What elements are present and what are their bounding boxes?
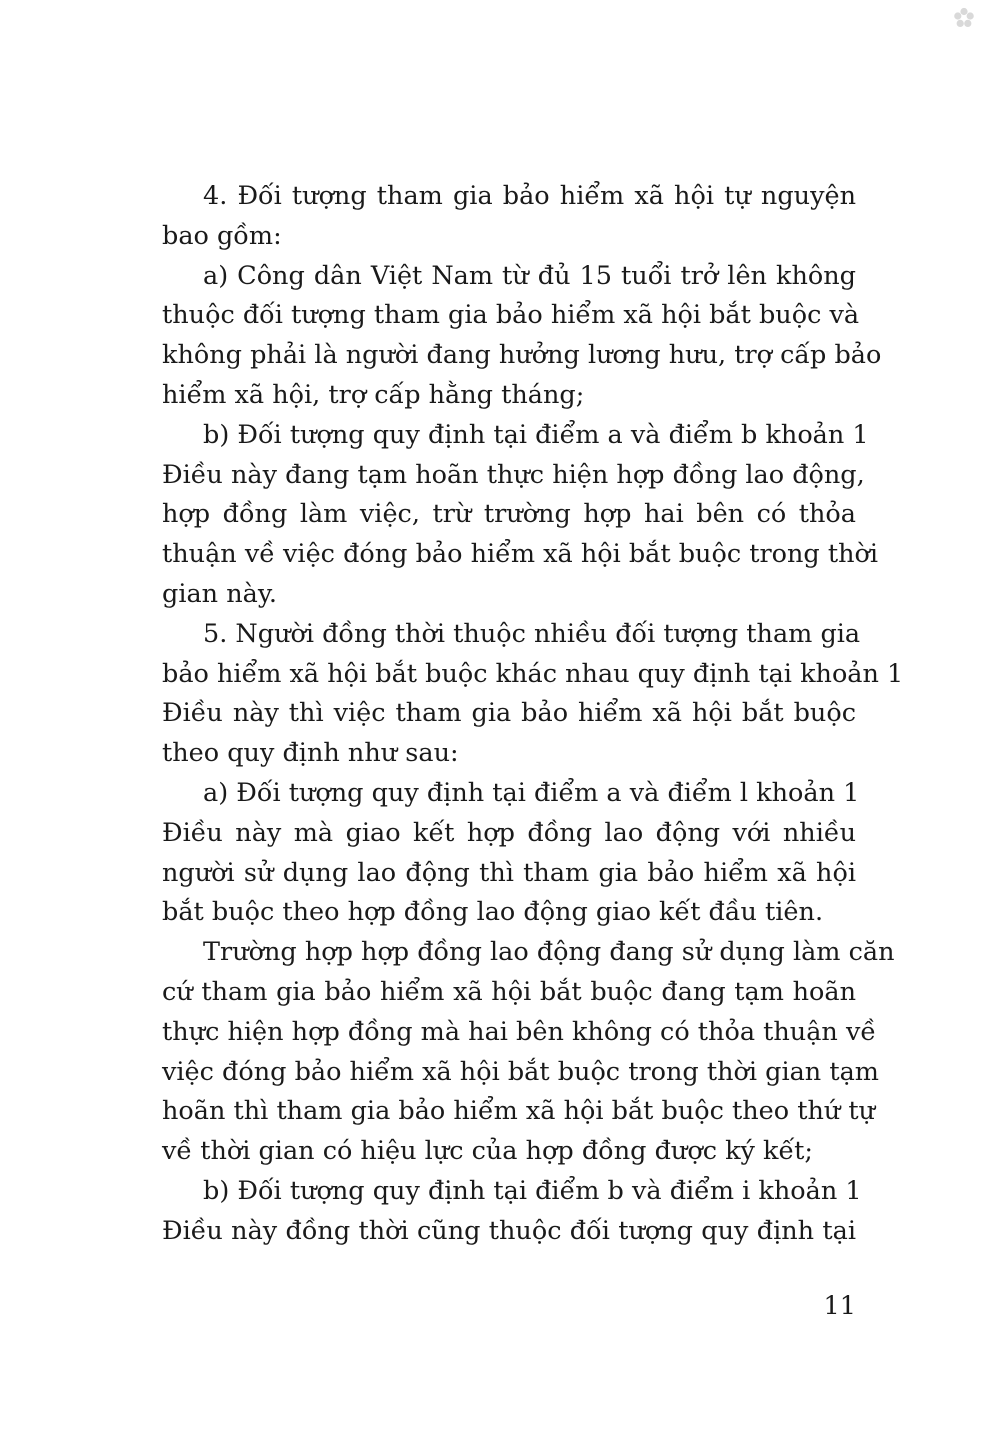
text-line: việc đóng bảo hiểm xã hội bắt buộc trong thời gian tạm — [162, 1056, 879, 1087]
text-line: thực hiện hợp đồng mà hai bên không có thỏa thuận về — [162, 1016, 877, 1047]
text-line: hợp đồng làm việc, trừ trường hợp hai bên có thỏa — [162, 499, 856, 530]
text-line: 4. Đối tượng tham gia bảo hiểm xã hội tự nguyện — [203, 181, 856, 211]
text-line: Điều này mà giao kết hợp đồng lao động với nhiều — [162, 817, 856, 848]
text-line: bắt buộc theo hợp đồng lao động giao kết đầu tiên. — [162, 897, 824, 928]
text-line: Điều này thì việc tham gia bảo hiểm xã hội bắt buộc — [162, 698, 856, 729]
paragraph-clause-5 — [162, 615, 904, 774]
paragraph-clause-5a-continued — [162, 933, 895, 1172]
text-line: theo quy định như sau: — [162, 738, 459, 769]
text-line: hiểm xã hội, trợ cấp hằng tháng; — [162, 379, 585, 410]
text-line: bảo hiểm xã hội bắt buộc khác nhau quy định tại khoản 1 — [162, 658, 904, 689]
text-line: b) Đối tượng quy định tại điểm a và điểm b khoản 1 — [203, 419, 869, 450]
text-line: Điều này đồng thời cũng thuộc đối tượng quy định tại — [162, 1215, 856, 1246]
paragraph-clause-4a — [162, 257, 882, 416]
document-body — [162, 177, 904, 1252]
text-line: hoãn thì tham gia bảo hiểm xã hội bắt buộc theo thứ tự — [162, 1096, 876, 1127]
text-line: gian này. — [162, 578, 277, 609]
text-line: người sử dụng lao động thì tham gia bảo hiểm xã hội — [162, 857, 856, 888]
text-line: về thời gian có hiệu lực của hợp đồng được ký kết; — [162, 1136, 814, 1167]
text-line: cứ tham gia bảo hiểm xã hội bắt buộc đang tạm hoãn — [162, 976, 856, 1007]
text-line: a) Công dân Việt Nam từ đủ 15 tuổi trở lên không — [203, 260, 856, 291]
text-line: a) Đối tượng quy định tại điểm a và điểm l khoản 1 — [203, 777, 860, 808]
text-line: Trường hợp hợp đồng lao động đang sử dụng làm căn — [203, 937, 895, 968]
text-line: b) Đối tượng quy định tại điểm b và điểm i khoản 1 — [203, 1175, 862, 1206]
text-line: thuận về việc đóng bảo hiểm xã hội bắt buộc trong thời — [162, 539, 879, 570]
text-line: thuộc đối tượng tham gia bảo hiểm xã hội bắt buộc và — [162, 300, 860, 331]
text-line: 5. Người đồng thời thuộc nhiều đối tượng tham gia — [203, 618, 861, 649]
paragraph-clause-5b — [162, 1172, 862, 1252]
paragraph-clause-4b — [162, 416, 879, 615]
text-line: bao gồm: — [162, 220, 282, 251]
paragraph-clause-4 — [162, 177, 856, 257]
text-line: không phải là người đang hưởng lương hưu, trợ cấp bảo — [162, 340, 882, 371]
flower-icon — [952, 6, 976, 30]
text-line: Điều này đang tạm hoãn thực hiện hợp đồng lao động, — [162, 459, 865, 490]
paragraph-clause-5a — [162, 774, 860, 933]
page-number: 11 — [823, 1291, 856, 1321]
